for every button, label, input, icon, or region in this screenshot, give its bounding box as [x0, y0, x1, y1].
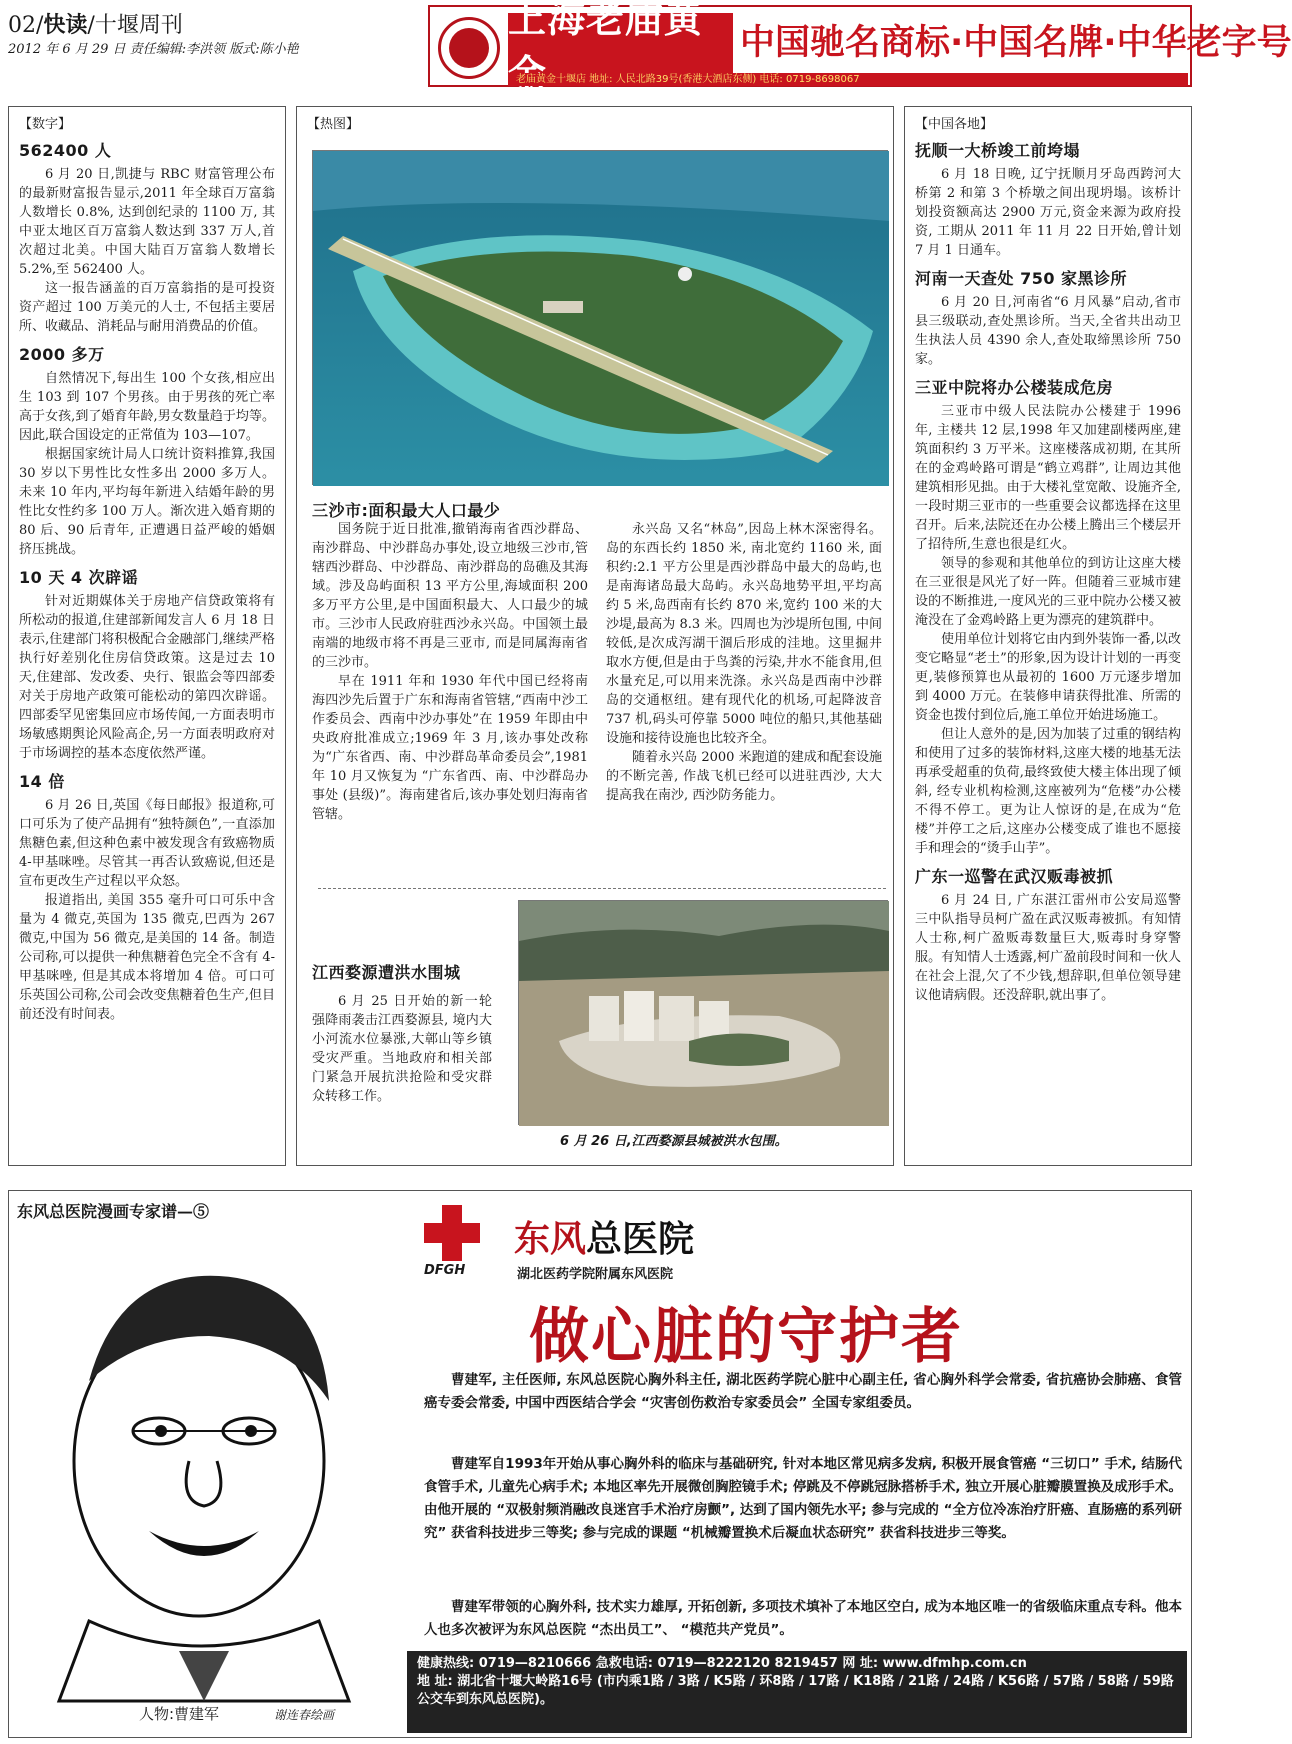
article-paragraph: 6 月 24 日, 广东湛江雷州市公安局巡警三中队指导员柯广盈在武汉贩毒被抓。有知情人士称,柯广盈贩毒数量巨大,贩毒时身穿警服。有知情人士透露,柯广盈前段时间和一伙人在社会上混,欠了不少钱,想辞职,但单位领导建议他请病假。还没辞职,就出事了。	[915, 893, 1181, 1003]
hospital-name-a: 东风	[514, 1218, 587, 1260]
article-headline: 10 天 4 次辟谣	[19, 568, 139, 587]
article-headline: 广东一巡警在武汉贩毒被抓	[915, 867, 1114, 886]
ad-paragraph: 曹建军带领的心胸外科, 技术实力雄厚, 开拓创新, 多项技术填补了本地区空白, 成为本地区唯一的省级临床重点专科。他本人也多次被评为东风总医院 “杰出员工”、 “模范共产党员”。	[424, 1599, 1182, 1638]
hospital-subtitle: 湖北医药学院附属东风医院	[517, 1267, 674, 1282]
yongxing-island-photo	[312, 150, 888, 485]
hospital-cross-logo-icon	[424, 1205, 480, 1261]
sansha-paragraph: 早在 1911 年和 1930 年代中国已经将南海四沙先后置于广东和海南省管辖,“西南中沙工作委员会、西南中沙办事处”在 1959 年即由中央政府批准成立;1969 年 3 月,该办事处改称为“广东省西、南、中沙群岛革命委员会”,1981 年 10 月又恢复为 “广东省西、南、中沙群岛办事处 (县级)”。海南建省后,该办事处划归海南省管辖。	[312, 674, 588, 822]
article-paragraph: 使用单位计划将它由内到外装饰一番,以改变它略显“老土”的形象,因为设计计划的一再变更,装修预算也从最初的 1600 万元逐步增加到 4000 万元。在装修申请获得批准、所需的资金也拨付到位后,施工单位开始进场施工。	[915, 632, 1181, 723]
hospital-contact-bar	[407, 1651, 1187, 1733]
ad-brand: 上海老庙黄	[508, 13, 733, 73]
caricature-artist-credit: 谢连春绘画	[274, 1708, 335, 1722]
article-paragraph: 6 月 20 日,凯捷与 RBC 财富管理公布的最新财富报告显示,2011 年全球百万富翁人数增长 0.8%, 达到创纪录的 1100 万, 其中亚太地区百万富翁人数达到 337 万人,首次超过北美。中国大陆百万富翁人数增长 5.2%,至 562400 人。	[19, 167, 275, 277]
section-name: 快读	[43, 12, 88, 38]
numbers-articles	[19, 138, 275, 1024]
sansha-headline: 三沙市:面积最大人口最少	[312, 501, 501, 520]
caricature-person-label: 人物:曹建军	[139, 1705, 220, 1723]
ad-paragraph: 曹建军, 主任医师, 东风总医院心胸外科主任, 湖北医药学院心脏中心副主任, 省心胸外科学会常委, 省抗癌协会肺癌、食管癌专委会常委, 中国中西医结合学会 “灾害创伤救治专家委员会” 全国专家组委员。	[424, 1372, 1182, 1411]
article-paragraph: 6 月 26 日,英国《每日邮报》报道称,可口可乐为了使产品拥有“独特颜色”,一直添加焦糖色素,但这种色素中被发现含有致癌物质 4-甲基咪唑。尽管其一再否认致癌说,但还是宣布更改生产过程以平众怒。	[19, 798, 275, 889]
hospital-logo-text: DFGH	[424, 1263, 466, 1278]
article-paragraph: 6 月 18 日晚, 辽宁抚顺月牙岛西跨河大桥第 2 和第 3 个桥墩之间出现坍塌。该桥计划投资额高达 2900 万元,资金来源为政府投资, 工期从 2011 年 11 月 22 日开始,曾计划 7 月 1 日通车。	[915, 167, 1181, 258]
hospital-name	[514, 1211, 694, 1262]
comic-series-title: 东风总医院漫画专家谱—⑤	[17, 1202, 210, 1221]
article-headline: 抚顺一大桥竣工前垮塌	[915, 141, 1081, 160]
article-paragraph: 自然情况下,每出生 100 个女孩,相应出生 103 到 107 个男孩。由于男孩的死亡率高于女孩,到了婚育年龄,男女数量趋于均等。因此,联合国设定的正常值为 103—107。	[19, 371, 275, 443]
article-paragraph: 领导的参观和其他单位的到访让这座大楼在三亚很是风光了好一阵。但随着三亚城市建设的不断推进,一度风光的三亚中院办公楼又被淹没在了金鸡岭路上更为漂亮的建筑群中。	[915, 556, 1181, 628]
section-divider	[318, 888, 886, 889]
masthead-separator: /	[87, 13, 95, 38]
page-number: 02/	[8, 13, 44, 38]
contact-line: 健康热线: 0719—8210666 急救电话: 0719—8222120 8219457 网 址: www.dfmhp.com.cn	[417, 1656, 1027, 1671]
article-paragraph: 根据国家统计局人口统计资料推算,我国 30 岁以下男性比女性多出 2000 多万人。未来 10 年内,平均每年新进入结婚年龄的男性比女性约多 100 万人。渐次进入婚育期的 80 后、90 后青年, 正遭遇日益严峻的婚姻挤压挑战。	[19, 447, 275, 557]
hospital-name-b: 总医院	[586, 1219, 695, 1260]
article-paragraph: 6 月 20 日,河南省“6 月风暴”启动,省市县三级联动,查处黑诊所。当天,全省共出动卫生执法人员 4390 余人,查处取缔黑诊所 750 家。	[915, 295, 1181, 367]
article-paragraph: 但让人意外的是,因为加装了过重的钢结构和使用了过多的装饰材料,这座大楼的地基无法再承受超重的负荷,最终致使大楼主体出现了倾斜, 经专业机构检测,这座被列为“危楼”办公楼不得不停工。更为让人惊讶的是,在成为“危楼”并停工之后,这座办公楼变成了谁也不愿接手和理会的“烫手山芋”。	[915, 727, 1181, 856]
sansha-text-right	[606, 520, 882, 805]
column-tag: 【中国各地】	[915, 117, 994, 132]
column-china-regions	[904, 106, 1192, 1166]
article-paragraph: 针对近期媒体关于房地产信贷政策将有所松动的报道,住建部新闻发言人 6 月 18 日表示,住建部门将积极配合金融部门,继续严格执行好差别化住房信贷政策。这是过去 10 天,住建部、发改委、央行、银监会等四部委对关于房地产政策可能松动的第四次辟谣。四部委罕见密集回应市场传闻,一方面表明市场敏感期舆论风险高企,另一方面表明政府对于市场调控的基本态度依然严谨。	[19, 594, 275, 761]
paper-name: 十堰周刊	[94, 13, 183, 38]
ad-address: 老庙黄金十堰店 地址: 人民北路39号(香港大酒店东侧) 电话: 0719-8698067	[508, 73, 1188, 86]
flood-paragraph: 6 月 25 日开始的新一轮强降雨袭击江西婺源县, 境内大小河流水位暴涨,大鄣山等乡镇受灾严重。当地政府和相关部门紧急开展抗洪抢险和受灾群众转移工作。	[312, 994, 492, 1104]
sansha-paragraph: 国务院于近日批准,撤销海南省西沙群岛、南沙群岛、中沙群岛办事处,设立地级三沙市,管辖西沙群岛、中沙群岛、南沙群岛的岛礁及其海域。涉及岛屿面积 13 平方公里,海域面积 200 多万平方公里,是中国面积最大、人口最少的城市。三沙市人民政府驻西沙永兴岛。中国领土最南端的地级市将不再是三亚市, 而是同属海南省的三沙市。	[312, 522, 588, 670]
regions-articles	[915, 138, 1181, 1005]
article-headline: 14 倍	[19, 772, 65, 791]
flood-photo-caption: 6 月 26 日,江西婺源县城被洪水包围。	[560, 1134, 788, 1149]
article-paragraph: 报道指出, 美国 355 毫升可口可乐中含量为 4 微克,英国为 135 微克,巴西为 267 微克,中国为 56 微克,是美国的 14 备。制造公司称,可以提供一种焦糖着色完全不含有 4-甲基咪唑, 但是其成本将增加 4 倍。可口可乐英国公司称,公司会改变焦糖着色生产,但目前还没有时间表。	[19, 893, 275, 1022]
page-masthead	[8, 8, 183, 39]
article-paragraph: 三亚市中级人民法院办公楼建于 1996 年, 主楼共 12 层,1998 年又加建副楼两座,建筑面积约 3 万平米。这座楼落成初期, 在其所在的金鸡岭路可谓是“鹤立鸡群”, 让周边其他建筑相形见拙。由于大楼礼堂宽敞、设施齐全,一段时期三亚市的一些重要会议都选择在这里召开。后来,法院还在办公楼上腾出三个楼层开了招待所,生意也很是红火。	[915, 404, 1181, 552]
wuyuan-flood-photo	[518, 900, 888, 1125]
temple-logo-icon	[438, 17, 500, 79]
article-headline: 562400 人	[19, 141, 112, 160]
doctor-caricature	[29, 1231, 389, 1701]
address-line: 地 址: 湖北省十堰大岭路16号 (市内乘1路 / 3路 / K5路 / 环8路 / 17路 / K18路 / 21路 / 24路 / K56路 / 57路 / 58路 / 59路公交车到东风总医院)。	[417, 1674, 1174, 1707]
column-tag: 【数字】	[19, 117, 72, 132]
column-numbers	[8, 106, 286, 1166]
article-headline: 河南一天查处 750 家黑诊所	[915, 269, 1128, 288]
yongxing-paragraph: 随着永兴岛 2000 米跑道的建成和配套设施的不断完善, 作战飞机已经可以进驻西沙, 大大提高我在南沙, 西沙防务能力。	[606, 750, 882, 803]
ad-paragraph: 曹建军自1993年开始从事心胸外科的临床与基础研究, 针对本地区常见病多发病, 积极开展食管癌 “三切口” 手术, 结肠代食管手术, 儿童先心病手术; 本地区率先开展微创胸腔镜手术; 停跳及不停跳冠脉搭桥手术, 独立开展心脏瓣膜置换及成形手术。由他开展的 “双极射频消融改良迷宫手术治疗房颤”, 达到了国内领先水平; 参与完成的 “全方位冷冻治疗肝癌、直肠癌的系列研究” 获省科技进步三等奖; 参与完成的课题 “机械瓣置换术后凝血状态研究” 获省科技进步三等奖。	[424, 1456, 1182, 1541]
ad-slogan: 中国驰名商标·中国名牌·中华老字号	[740, 23, 1292, 63]
article-headline: 三亚中院将办公楼装成危房	[915, 378, 1114, 397]
hospital-advertisement	[8, 1190, 1192, 1738]
column-tag: 【热图】	[307, 117, 360, 132]
flood-text	[312, 992, 492, 1106]
ad-headline: 做心脏的守护者	[529, 1302, 963, 1372]
dateline: 2012 年 6 月 29 日 责任编辑:李洪领 版式:陈小艳	[8, 42, 299, 57]
sansha-text-left	[312, 520, 588, 824]
article-paragraph: 这一报告涵盖的百万富翁指的是可投资资产超过 100 万美元的人士, 不包括主要居所、收藏品、消耗品与耐用消费品的价值。	[19, 281, 275, 334]
yongxing-paragraph: 永兴岛 又名“林岛”,因岛上林木深密得名。岛的东西长约 1850 米, 南北宽约 1160 米, 面积约:2.1 平方公里是西沙群岛中最大的岛屿,也是南海诸岛最大岛屿。永兴岛地势平坦,平均高约 5 米,岛西南有长约 870 米,宽约 100 米的大沙堤,最高为 8.3 米。四周也为沙堤所包围, 中间较低,是次成泻湖干涸后形成的洼地。这里掘井取水方便,但是由于鸟粪的污染,井水不能食用,但水量充足,可以用来洗涤。永兴岛是西南中沙群岛的交通枢纽。建有现代化的机场,可起降波音 737 机,码头可停靠 5000 吨位的船只,其他基础设施和接待设施也比较齐全。	[606, 522, 882, 746]
flood-headline: 江西婺源遭洪水围城	[312, 963, 461, 982]
top-advertisement	[428, 0, 1292, 87]
article-headline: 2000 多万	[19, 345, 105, 364]
